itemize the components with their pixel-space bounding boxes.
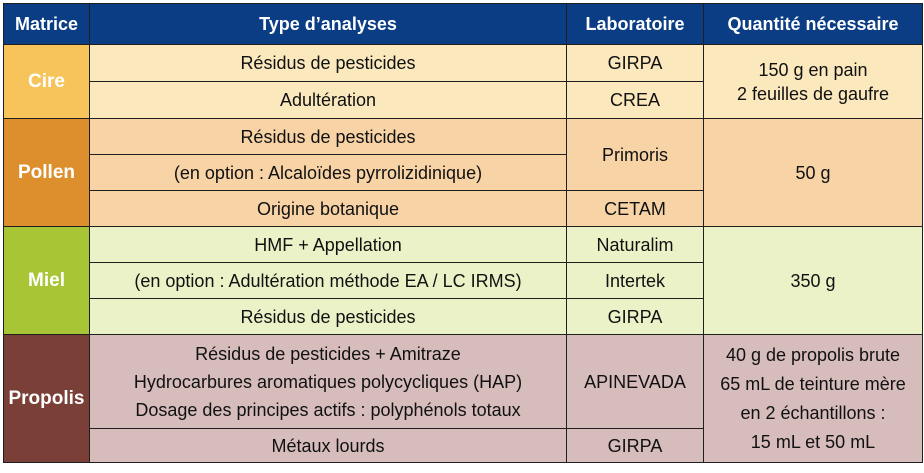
analyse-cell: Métaux lourds	[90, 429, 567, 463]
analyse-cell: (en option : Alcaloïdes pyrrolizidinique)	[90, 155, 567, 191]
matrice-pollen: Pollen	[4, 119, 90, 227]
lab-cell: Naturalim	[567, 227, 704, 263]
lab-cell: GIRPA	[567, 299, 704, 335]
table-row	[4, 45, 923, 82]
quantite-pollen: 50 g	[704, 119, 923, 227]
analyse-cell: HMF + Appellation	[90, 227, 567, 263]
matrice-cire: Cire	[4, 45, 90, 119]
quantite-line: 2 feuilles de gaufre	[736, 83, 890, 104]
lab-cell: GIRPA	[567, 45, 704, 82]
analyse-cell	[90, 335, 567, 429]
quantite-propolis	[704, 335, 923, 463]
analyse-cell: (en option : Adultération méthode EA / LC IRMS)	[90, 263, 567, 299]
header-type-analyses: Type d’analyses	[90, 4, 567, 45]
lab-cell: CETAM	[567, 191, 704, 227]
lab-cell: Primoris	[567, 119, 704, 191]
analyse-cell: Résidus de pesticides	[90, 119, 567, 155]
table-row	[4, 227, 923, 263]
quantite-line: 65 mL de teinture mère	[720, 373, 906, 394]
lab-cell: Intertek	[567, 263, 704, 299]
header-quantite: Quantité nécessaire	[704, 4, 923, 45]
quantite-line: 150 g en pain	[758, 59, 868, 80]
quantite-line: 40 g de propolis brute	[725, 344, 901, 365]
analyse-line: Hydrocarbures aromatiques polycycliques (HAP)	[133, 371, 523, 392]
quantite-line: 15 mL et 50 mL	[750, 431, 876, 452]
lab-cell: APINEVADA	[567, 335, 704, 429]
analyse-line: Dosage des principes actifs : polyphénols totaux	[135, 399, 521, 420]
analyse-line: Résidus de pesticides + Amitraze	[195, 343, 461, 364]
header-matrice: Matrice	[4, 4, 90, 45]
analyse-cell: Origine botanique	[90, 191, 567, 227]
analyse-cell: Résidus de pesticides	[90, 45, 567, 82]
quantite-line: en 2 échantillons :	[740, 402, 886, 423]
quantite-miel: 350 g	[704, 227, 923, 335]
table-row	[4, 335, 923, 429]
analyse-cell: Adultération	[90, 82, 567, 119]
header-row	[4, 4, 923, 45]
lab-cell: GIRPA	[567, 429, 704, 463]
quantite-cire	[704, 45, 923, 119]
analyse-cell: Résidus de pesticides	[90, 299, 567, 335]
table-row	[4, 119, 923, 155]
matrice-propolis: Propolis	[4, 335, 90, 463]
analyses-table	[3, 3, 923, 463]
matrice-miel: Miel	[4, 227, 90, 335]
lab-cell: CREA	[567, 82, 704, 119]
header-laboratoire: Laboratoire	[567, 4, 704, 45]
